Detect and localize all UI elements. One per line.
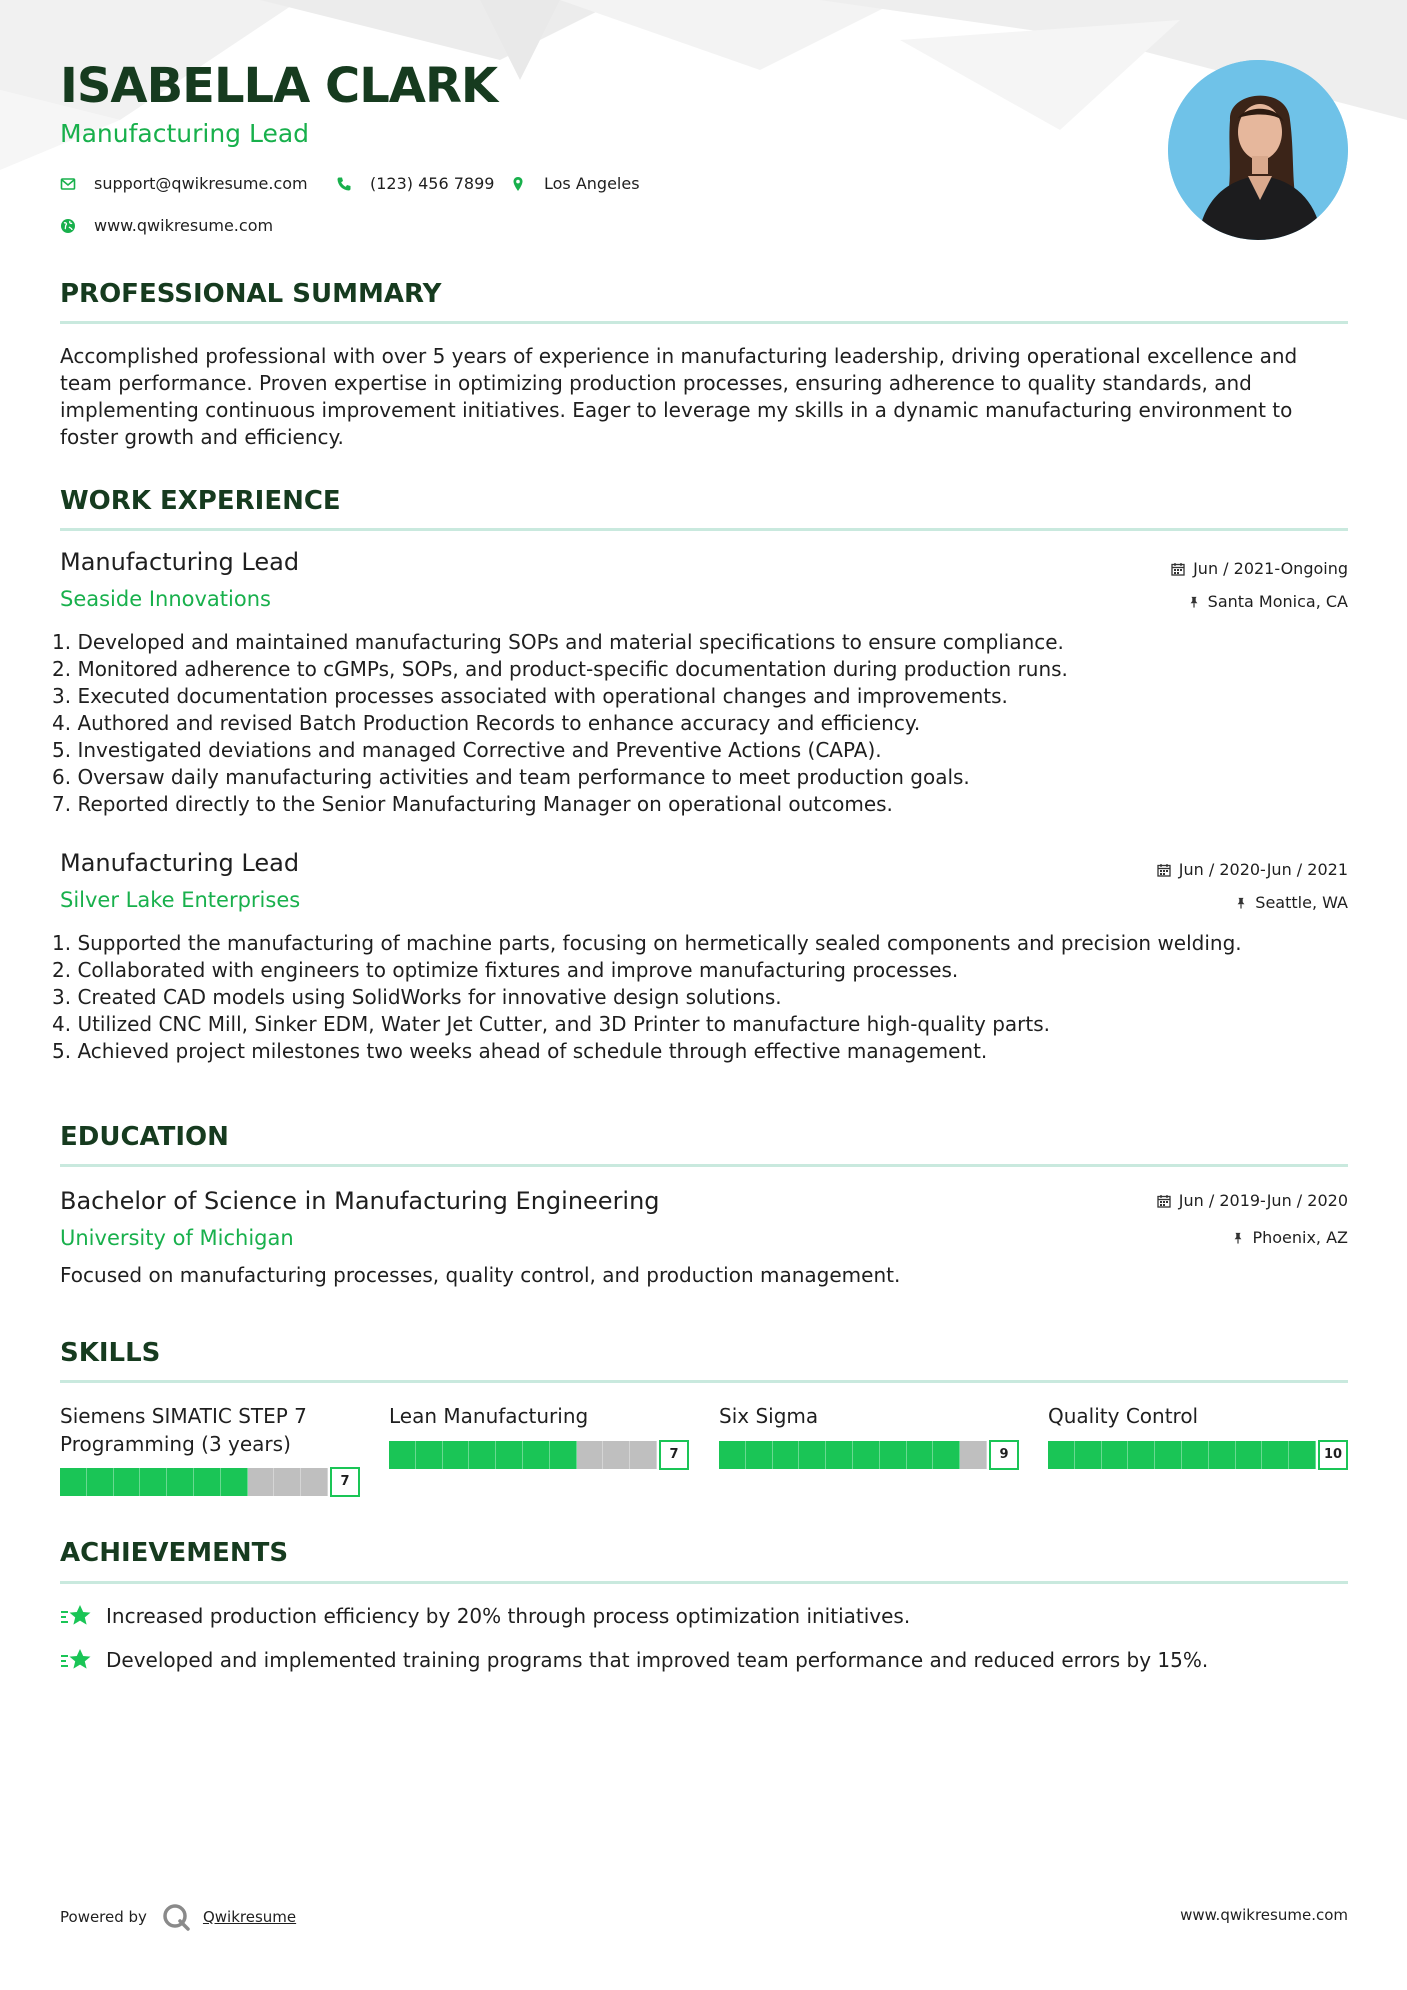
summary-text: Accomplished professional with over 5 years of experience in manufacturing leadership, driving operational excellence and team performance. Proven expertise in optimizing production processes, ensuring adherence to quality standards, and implementing continuous improvement initiatives. Eager to leverage my skills in a dynamic manufacturing environment to foster growth and efficiency.	[60, 344, 1298, 449]
globe-icon	[60, 218, 76, 234]
calendar-icon	[1171, 562, 1185, 576]
list-item: 2. Monitored adherence to cGMPs, SOPs, and product-specific documentation during production runs.	[52, 657, 1068, 681]
list-item: 6. Oversaw daily manufacturing activities and team performance to meet production goals.	[52, 765, 970, 789]
powered-by-label: Powered by	[60, 1908, 147, 1926]
skill-bar-segment	[1236, 1441, 1263, 1469]
skill-bar-track	[719, 1441, 987, 1469]
skill-level-value: 7	[659, 1440, 689, 1470]
list-item: 5. Achieved project milestones two weeks ahead of schedule through effective management.	[52, 1039, 988, 1063]
job-dates	[1171, 559, 1348, 578]
star-achievement-icon	[60, 1647, 92, 1673]
skill-item	[719, 1402, 1019, 1462]
list-item: 4. Utilized CNC Mill, Sinker EDM, Water Jet Cutter, and 3D Printer to manufacture high-quality parts.	[52, 1012, 1050, 1036]
skill-bar-segment	[1209, 1441, 1236, 1469]
skill-bar-segment	[1155, 1441, 1182, 1469]
skill-level-bar	[1048, 1440, 1348, 1470]
email-text: support@qwikresume.com	[94, 174, 308, 193]
education-description: Focused on manufacturing processes, quality control, and production management.	[60, 1263, 901, 1287]
job-company: Silver Lake Enterprises	[60, 888, 301, 912]
skill-bar-segment	[826, 1441, 853, 1469]
footer-powered-by	[60, 1902, 296, 1932]
pushpin-icon	[1235, 896, 1247, 910]
skill-bar-segment	[933, 1441, 960, 1469]
list-item: 3. Created CAD models using SolidWorks for innovative design solutions.	[52, 985, 782, 1009]
skill-item	[1048, 1402, 1348, 1462]
list-item: 3. Executed documentation processes associated with operational changes and improvements.	[52, 684, 1008, 708]
skill-bar-segment	[880, 1441, 907, 1469]
contact-phone[interactable]	[336, 174, 494, 193]
education-location	[1232, 1228, 1348, 1247]
section-heading-experience: WORK EXPERIENCE	[60, 486, 341, 516]
list-item: 2. Collaborated with engineers to optimize fixtures and improve manufacturing processes.	[52, 958, 959, 982]
job-dates	[1157, 860, 1348, 879]
achievement-item	[60, 1603, 910, 1629]
job-location-text: Seattle, WA	[1255, 893, 1348, 912]
skill-bar-segment	[773, 1441, 800, 1469]
skill-bar-segment	[1262, 1441, 1289, 1469]
contact-website[interactable]	[60, 216, 273, 235]
section-divider	[60, 1380, 1348, 1383]
job-dates-text: Jun / 2021-Ongoing	[1193, 559, 1348, 578]
section-heading-skills: SKILLS	[60, 1338, 161, 1368]
skill-bar-segment	[523, 1441, 550, 1469]
section-divider	[60, 321, 1348, 324]
education-degree: Bachelor of Science in Manufacturing Engineering	[60, 1187, 660, 1215]
skill-bar-track	[1048, 1441, 1316, 1469]
skill-level-value: 10	[1318, 1440, 1348, 1470]
education-school: University of Michigan	[60, 1226, 294, 1250]
phone-text: (123) 456 7899	[370, 174, 495, 193]
skill-bar-segment	[853, 1441, 880, 1469]
skill-bar-track	[60, 1468, 328, 1496]
job-dates-text: Jun / 2020-Jun / 2021	[1178, 860, 1348, 879]
job-title: Manufacturing Lead	[60, 849, 300, 877]
section-divider	[60, 528, 1348, 531]
job-bullet-list	[52, 930, 1352, 1065]
skill-bar-segment	[248, 1468, 275, 1496]
achievement-text: Developed and implemented training programs that improved team performance and reduced errors by 15%.	[106, 1648, 1209, 1672]
qwikresume-logo-icon	[161, 1902, 191, 1932]
section-heading-education: EDUCATION	[60, 1122, 229, 1152]
footer-website[interactable]: www.qwikresume.com	[1180, 1906, 1348, 1924]
skill-bar-segment	[1102, 1441, 1129, 1469]
section-heading-summary: PROFESSIONAL SUMMARY	[60, 279, 442, 309]
skill-bar-segment	[719, 1441, 746, 1469]
candidate-name: ISABELLA CLARK	[60, 58, 498, 114]
website-text: www.qwikresume.com	[94, 216, 274, 235]
skill-label: Six Sigma	[719, 1404, 819, 1428]
skill-bar-segment	[907, 1441, 934, 1469]
profile-photo-illustration	[1168, 60, 1348, 240]
contact-email[interactable]	[60, 174, 308, 193]
skill-bar-segment	[60, 1468, 87, 1496]
profile-photo	[1168, 60, 1348, 240]
skill-bar-segment	[194, 1468, 221, 1496]
skill-bar-segment	[799, 1441, 826, 1469]
contact-location	[510, 174, 640, 193]
skill-bar-segment	[960, 1441, 987, 1469]
list-item: 5. Investigated deviations and managed Corrective and Preventive Actions (CAPA).	[52, 738, 882, 762]
section-divider	[60, 1164, 1348, 1167]
skill-bar-segment	[603, 1441, 630, 1469]
phone-icon	[336, 176, 352, 192]
job-location	[1188, 592, 1348, 611]
candidate-title: Manufacturing Lead	[60, 119, 310, 148]
achievement-text: Increased production efficiency by 20% through process optimization initiatives.	[106, 1604, 911, 1628]
skill-bar-segment	[746, 1441, 773, 1469]
section-divider	[60, 1581, 1348, 1584]
job-bullet-list	[52, 629, 1352, 818]
skill-bar-segment	[443, 1441, 470, 1469]
education-dates-text: Jun / 2019-Jun / 2020	[1178, 1191, 1348, 1210]
pushpin-icon	[1188, 595, 1200, 609]
calendar-icon	[1157, 1194, 1171, 1208]
skill-item	[60, 1402, 360, 1489]
skill-bar-track	[389, 1441, 657, 1469]
education-dates	[1157, 1191, 1348, 1210]
list-item: 4. Authored and revised Batch Production Records to enhance accuracy and efficiency.	[52, 711, 921, 735]
skill-bar-segment	[274, 1468, 301, 1496]
skill-bar-segment	[1128, 1441, 1155, 1469]
star-achievement-icon	[60, 1603, 92, 1629]
skill-bar-segment	[87, 1468, 114, 1496]
skill-bar-segment	[389, 1441, 416, 1469]
skill-bar-segment	[1182, 1441, 1209, 1469]
skill-bar-segment	[469, 1441, 496, 1469]
skill-label: Siemens SIMATIC STEP 7 Programming (3 years)	[60, 1404, 307, 1456]
skill-item	[389, 1402, 689, 1462]
education-location-text: Phoenix, AZ	[1252, 1228, 1348, 1247]
skill-bar-segment	[140, 1468, 167, 1496]
skill-bar-segment	[550, 1441, 577, 1469]
list-item: 1. Supported the manufacturing of machine parts, focusing on hermetically sealed components and precision welding.	[52, 931, 1242, 955]
skill-bar-segment	[630, 1441, 657, 1469]
map-pin-icon	[510, 176, 526, 192]
skill-level-bar	[60, 1467, 360, 1497]
skill-bar-segment	[496, 1441, 523, 1469]
calendar-icon	[1157, 863, 1171, 877]
job-company: Seaside Innovations	[60, 587, 271, 611]
skill-bar-segment	[301, 1468, 328, 1496]
job-location	[1235, 893, 1348, 912]
skill-level-bar	[719, 1440, 1019, 1470]
section-heading-achievements: ACHIEVEMENTS	[60, 1538, 289, 1568]
skill-level-bar	[389, 1440, 689, 1470]
achievement-item	[60, 1647, 1208, 1673]
skill-bar-segment	[1075, 1441, 1102, 1469]
envelope-icon	[60, 176, 76, 192]
skill-bar-segment	[1289, 1441, 1316, 1469]
skill-label: Quality Control	[1048, 1404, 1199, 1428]
list-item: 7. Reported directly to the Senior Manufacturing Manager on operational outcomes.	[52, 792, 893, 816]
job-title: Manufacturing Lead	[60, 548, 300, 576]
skill-bar-segment	[416, 1441, 443, 1469]
job-location-text: Santa Monica, CA	[1207, 592, 1348, 611]
skill-bar-segment	[577, 1441, 604, 1469]
skill-bar-segment	[167, 1468, 194, 1496]
pushpin-icon	[1232, 1231, 1244, 1245]
qwikresume-brand-link[interactable]: Qwikresume	[202, 1908, 297, 1926]
skill-bar-segment	[1048, 1441, 1075, 1469]
list-item: 1. Developed and maintained manufacturing SOPs and material specifications to ensure compliance.	[52, 630, 1064, 654]
skill-bar-segment	[221, 1468, 248, 1496]
skill-level-value: 9	[989, 1440, 1019, 1470]
skill-bar-segment	[114, 1468, 141, 1496]
skill-level-value: 7	[330, 1467, 360, 1497]
skill-label: Lean Manufacturing	[389, 1404, 589, 1428]
location-text: Los Angeles	[544, 174, 640, 193]
